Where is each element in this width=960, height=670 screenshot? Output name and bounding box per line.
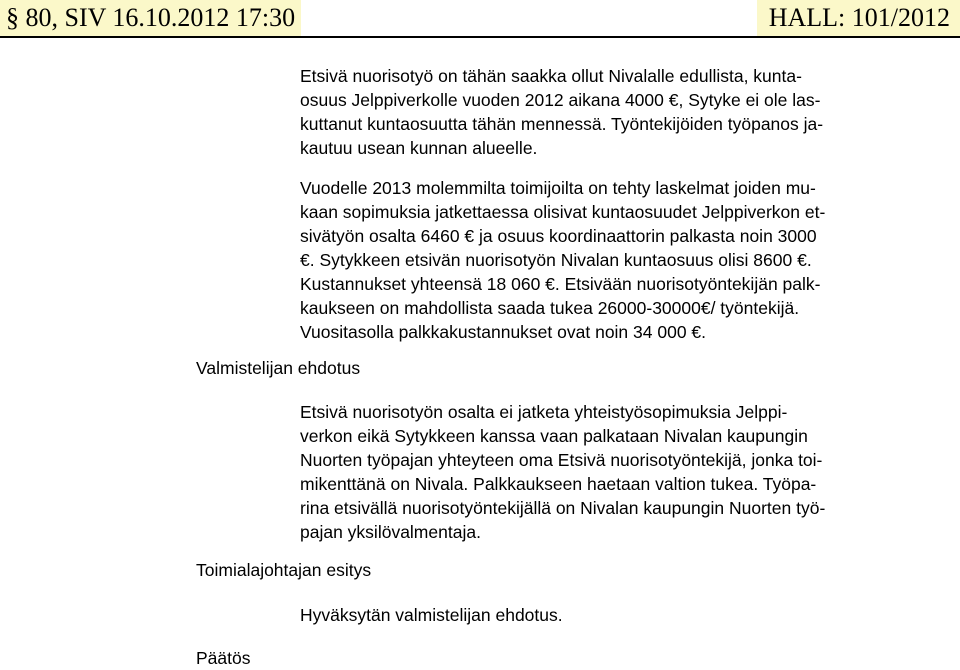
text-line: Vuositasolla palkkakustannukset ovat noin 34 000 €. xyxy=(300,322,707,342)
section-reference: § 80, SIV 16.10.2012 17:30 xyxy=(0,0,301,36)
document-reference: HALL: 101/2012 xyxy=(757,0,960,36)
text-line: kautuu usean kunnan alueelle. xyxy=(300,138,538,158)
text-line: Etsivä nuorisotyön osalta ei jatketa yhteistyösopimuksia Jelppi- xyxy=(300,402,788,422)
paragraph-cost-calculations xyxy=(300,176,900,344)
text-line: Etsivä nuorisotyö on tähän saakka ollut Nivalalle edullista, kunta- xyxy=(300,66,802,86)
text-line: Nuorten työpajan yhteyteen oma Etsivä nuorisotyöntekijä, jonka toi- xyxy=(300,450,823,470)
heading-preparer-proposal: Valmistelijan ehdotus xyxy=(196,358,361,378)
heading-director-proposal: Toimialajohtajan esitys xyxy=(196,560,372,580)
text-line: pajan yksilövalmentaja. xyxy=(300,522,481,542)
text-line: Kustannukset yhteensä 18 060 €. Etsivään nuorisotyöntekijän palk- xyxy=(300,274,821,294)
heading-decision: Päätös xyxy=(196,648,251,668)
text-line: kaan sopimuksia jatkettaessa olisivat kuntaosuudet Jelppiverkon et- xyxy=(300,202,826,222)
text-line: mikenttänä on Nivala. Palkkaukseen haetaan valtion tukea. Työpa- xyxy=(300,474,817,494)
paragraph-preparer-proposal xyxy=(300,400,900,544)
text-line: rina etsivällä nuorisotyöntekijällä on Nivalan kaupungin Nuorten työ- xyxy=(300,498,826,518)
text-line: sivätyön osalta 6460 € ja osuus koordinaattorin palkasta noin 3000 xyxy=(300,226,817,246)
text-line: €. Sytykkeen etsivän nuorisotyön Nivalan kuntaosuus olisi 8600 €. xyxy=(300,250,812,270)
text-line: verkon eikä Sytykkeen kanssa vaan palkataan Nivalan kaupungin xyxy=(300,426,808,446)
text-line: kuttanut kuntaosuutta tähän mennessä. Työntekijöiden työpanos ja- xyxy=(300,114,824,134)
paragraph-director-proposal xyxy=(300,603,900,627)
text-line: Hyväksytän valmistelijan ehdotus. xyxy=(300,605,563,625)
text-line: kaukseen on mahdollista saada tukea 26000-30000€/ työntekijä. xyxy=(300,298,800,318)
text-line: osuus Jelppiverkolle vuoden 2012 aikana 4000 €, Sytyke ei ole las- xyxy=(300,90,821,110)
paragraph-current-situation xyxy=(300,64,900,160)
document-header xyxy=(0,0,960,38)
text-line: Vuodelle 2013 molemmilta toimijoilta on tehty laskelmat joiden mu- xyxy=(300,178,816,198)
